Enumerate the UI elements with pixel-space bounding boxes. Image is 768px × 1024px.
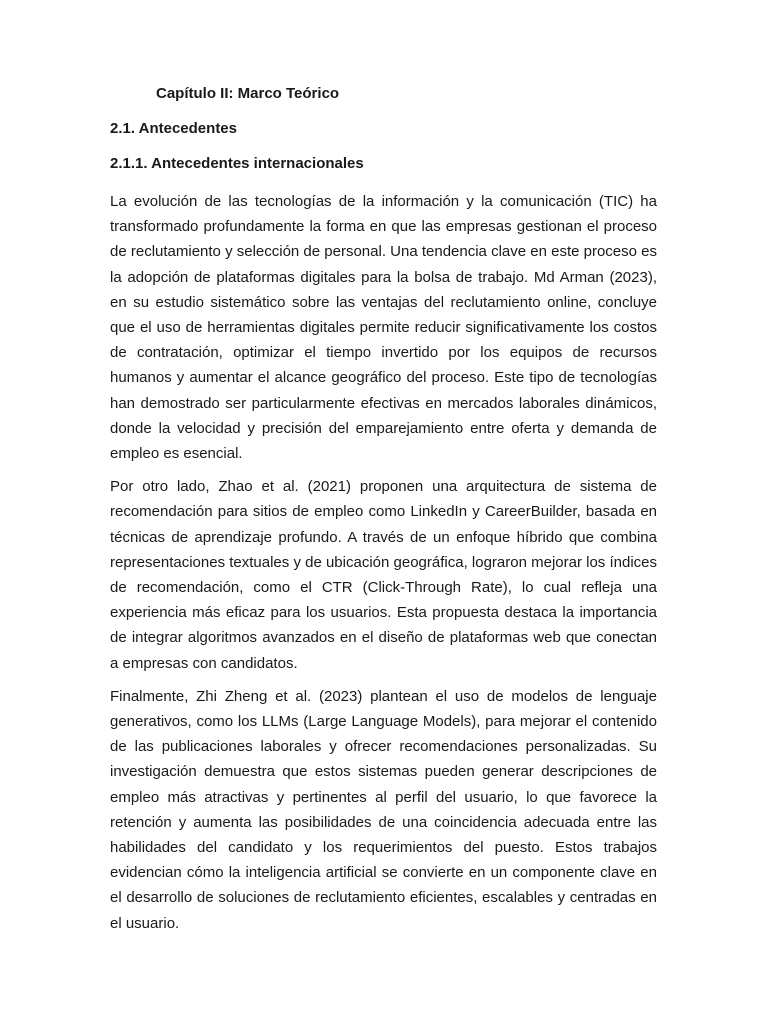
document-page [110, 84, 657, 944]
chapter-title: Capítulo II: Marco Teórico [156, 85, 340, 102]
subsection-heading: 2.1.1. Antecedentes internacionales [110, 155, 364, 172]
paragraph-digital-recruitment: La evolución de las tecnologías de la información y la comunicación (TIC) ha transformado profundamente la forma en que las empresas gestionan el proceso de reclutamiento y selección de personal. Una tendencia clave en este proceso es la adopción de plataformas digitales para la bolsa de trabajo. Md Arman (2023), en su estudio sistemático sobre las ventajas del reclutamiento online, concluye que el uso de herramientas digitales permite reducir significativamente los costos de contratación, optimizar el tiempo invertido por los equipos de recursos humanos y aumentar el alcance geográfico del proceso. Este tipo de tecnologías han demostrado ser particularmente efectivas en mercados laborales dinámicos, donde la velocidad y precisión del emparejamiento entre oferta y demanda de empleo es esencial. [110, 193, 657, 463]
paragraph-recommendation-systems: Por otro lado, Zhao et al. (2021) proponen una arquitectura de sistema de recomendación para sitios de empleo como LinkedIn y CareerBuilder, basada en técnicas de aprendizaje profundo. A través de un enfoque híbrido que combina representaciones textuales y de ubicación geográfica, lograron mejorar los índices de recomendación, como el CTR (Click-Through Rate), lo cual refleja una experiencia más eficaz para los usuarios. Esta propuesta destaca la importancia de integrar algoritmos avanzados en el diseño de plataformas web que conectan a empresas con candidatos. [110, 478, 657, 672]
paragraph-generative-llms: Finalmente, Zhi Zheng et al. (2023) plantean el uso de modelos de lenguaje generativos, como los LLMs (Large Language Models), para mejorar el contenido de las publicaciones laborales y ofrecer recomendaciones personalizadas. Su investigación demuestra que estos sistemas pueden generar descripciones de empleo más atractivas y pertinentes al perfil del usuario, lo que favorece la retención y aumenta las posibilidades de una coincidencia adecuada entre las habilidades del candidato y los requerimientos del puesto. Estos trabajos evidencian cómo la inteligencia artificial se convierte en un componente clave en el desarrollo de soluciones de reclutamiento eficientes, escalables y centradas en el usuario. [110, 687, 657, 932]
section-heading: 2.1. Antecedentes [110, 120, 237, 137]
